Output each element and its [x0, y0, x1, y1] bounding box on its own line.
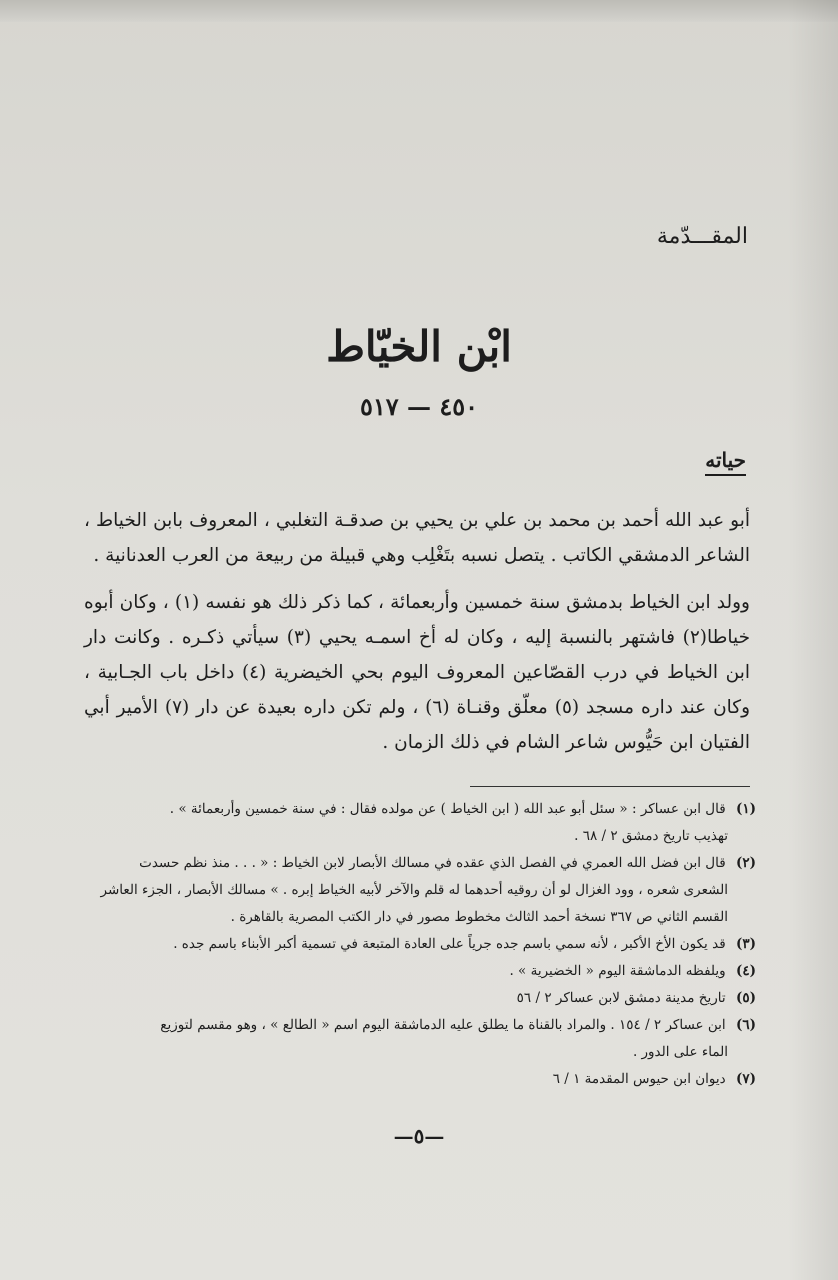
footnote-text: ابن عساكر ٢ / ١٥٤ . والمراد بالقناة ما يطلق عليه الدماشقة اليوم اسم « الطالع » ، وهو مقسم لتوزيع: [160, 1017, 726, 1033]
footnote: [76, 850, 756, 931]
footnote: [76, 1066, 756, 1093]
footnote-text: ويلفظه الدماشقة اليوم « الخضيرية » .: [509, 963, 726, 979]
section-heading-text: حياته: [705, 448, 746, 472]
body-text: [84, 503, 750, 772]
running-header: المقـــدّمة: [656, 224, 748, 249]
footnote-continuation: تهذيب تاريخ دمشق ٢ / ٦٨ .: [574, 828, 728, 844]
footnote-text: ديوان ابن حيوس المقدمة ١ / ٦: [552, 1071, 726, 1087]
footnote: [76, 1012, 756, 1066]
page-shadow: [788, 0, 838, 1280]
paragraph: وولد ابن الخياط بدمشق سنة خمسين وأربعمائة ، كما ذكر ذلك هو نفسه (١) ، وكان أبوه خياطا(٢) فاشتهر بالنسبة إليه ، وكان له أخ اسمـه يحيي (٣) سيأتي ذكـره . وكانت دار ابن الخياط في درب القصّاعين المعروف اليوم بحي الخيضرية (٤) داخل باب الجـابية ، وكان عند داره مسجد (٥) معلّق وقنـاة (٦) ، ولم تكن داره بعيدة عن دار (٧) الأمير أبي الفتيان ابن حَيُّوس شاعر الشام في ذلك الزمان .: [84, 592, 751, 753]
footnote: [76, 796, 756, 850]
footnote-text: قال ابن فضل الله العمري في الفصل الذي عقده في مسالك الأبصار لابن الخياط : « . . . منذ نظم حسدت: [139, 855, 726, 871]
footnote: [76, 931, 756, 958]
footnote: [76, 958, 756, 985]
footnote-continuation: الشعرى شعره ، وود الغزال لو أن روقيه أحدهما له قلم والآخر لأبيه الخياط إبره . » مسالك الأبصار ، الجزء العاشر القسم الثاني ص ٣٦٧ نسخة أحمد الثالث مخطوط مصور في دار الكتب المصرية بالقاهرة .: [100, 882, 728, 925]
footnote-divider: [470, 786, 750, 787]
footnote: [76, 985, 756, 1012]
footnote-number: (١): [735, 801, 756, 817]
footnote-number: (٥): [735, 990, 756, 1006]
page-title: ابْن الخيّاط: [326, 322, 512, 371]
section-heading-underline: [705, 474, 746, 476]
footnote-number: (٤): [735, 963, 756, 979]
page-top-edge: [0, 0, 838, 22]
footnotes: [76, 796, 756, 1093]
years-range: ٤٥٠ — ٥١٧: [359, 392, 479, 421]
footnote-number: (٦): [735, 1017, 756, 1033]
footnote-number: (٣): [735, 936, 756, 952]
footnote-number: (٢): [735, 855, 756, 871]
footnote-text: قال ابن عساكر : « سئل أبو عبد الله ( ابن الخياط ) عن مولده فقال : في سنة خمسين وأربعمائة » .: [169, 801, 726, 817]
page-number: —٥—: [393, 1124, 445, 1148]
footnote-number: (٧): [735, 1071, 756, 1087]
footnote-text: تاريخ مدينة دمشق لابن عساكر ٢ / ٥٦: [516, 990, 726, 1006]
footnote-text: قد يكون الأخ الأكبر ، لأنه سمي باسم جده جرياً على العادة المتبعة في تسمية أكبر الأبناء باسم جده .: [173, 936, 726, 952]
footnote-continuation: الماء على الدور .: [632, 1044, 728, 1060]
section-heading: [705, 448, 746, 476]
paragraph: أبو عبد الله أحمد بن محمد بن علي بن يحيي بن صدقـة التغلبي ، المعروف بابن الخياط ، الشاعر الدمشقي الكاتب . يتصل نسبه بتَغْلِب وهي قبيلة من ربيعة من العرب العدنانية .: [84, 510, 750, 566]
